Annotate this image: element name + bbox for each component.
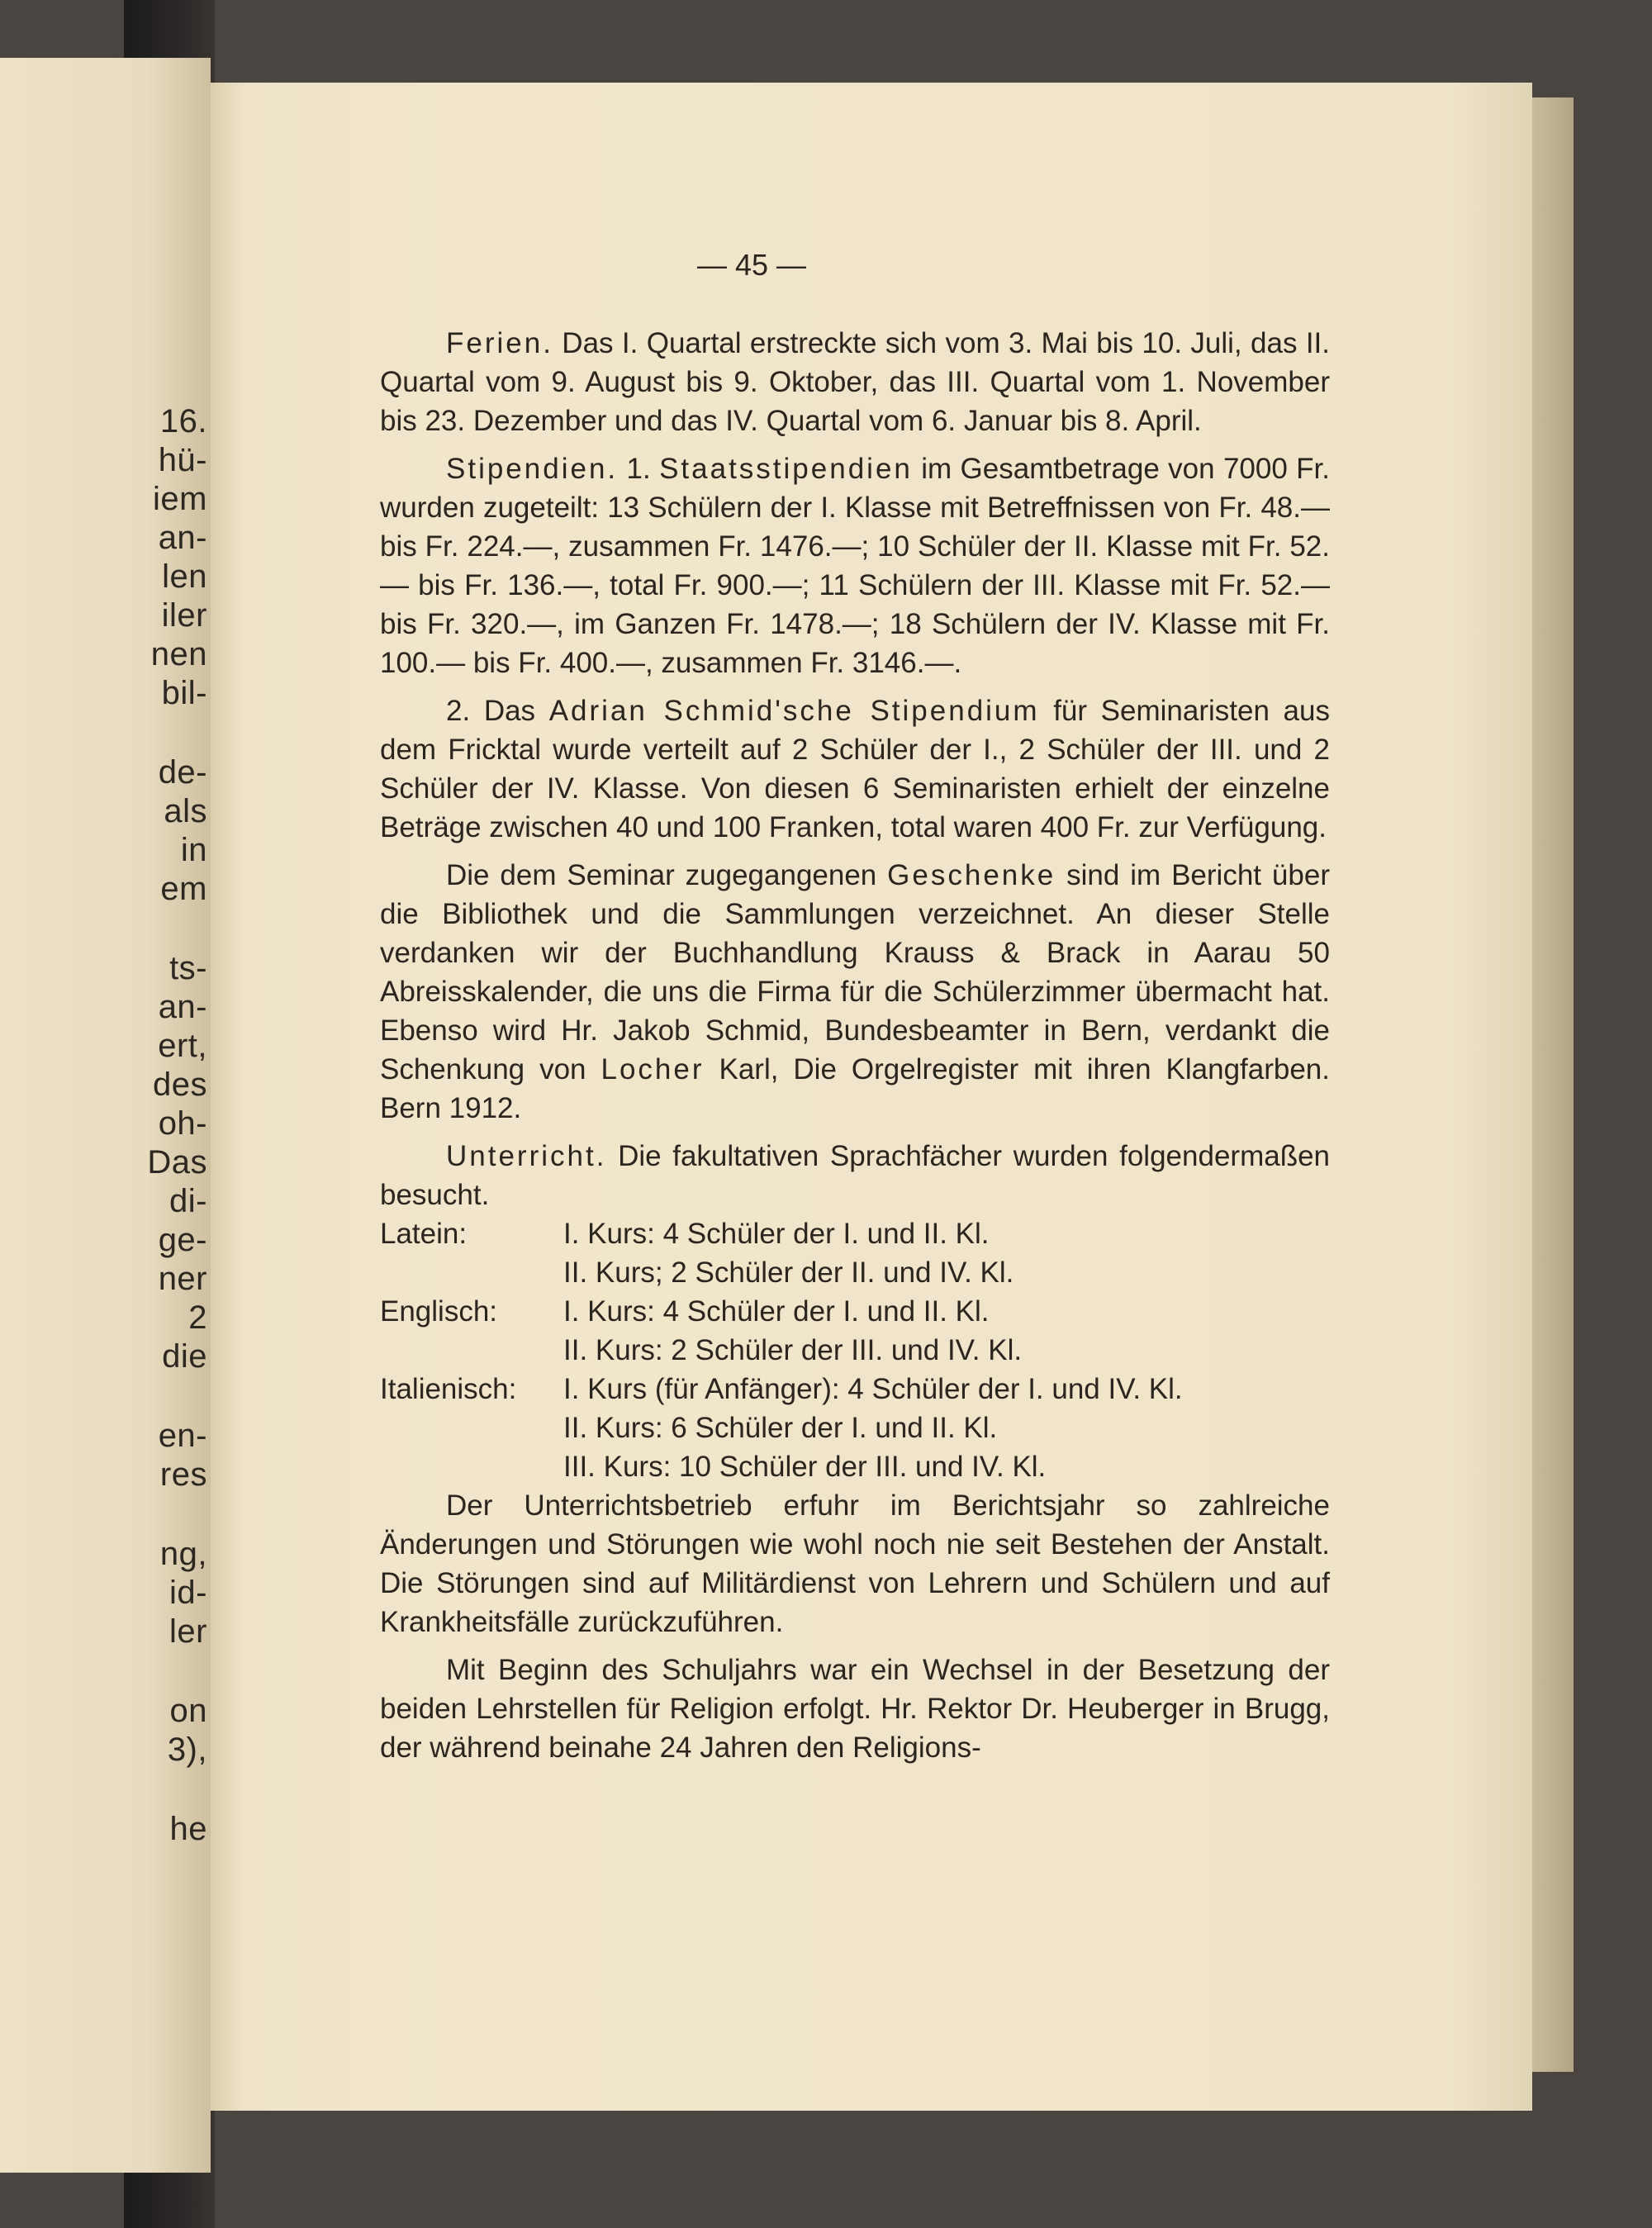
- course-detail: II. Kurs: 6 Schüler der I. und II. Kl.: [563, 1412, 998, 1444]
- course-language: Englisch:: [380, 1295, 498, 1328]
- left-fragment: iler: [161, 597, 207, 634]
- author-name: Locher: [601, 1053, 705, 1085]
- course-language: [380, 1253, 563, 1292]
- paragraph-text: für Seminaristen aus dem Fricktal wurde verteilt auf 2 Schüler der I., 2 Schüler der III. und 2 Schüler der IV. Klasse. Von diesen 6 Seminaristen erhielt der einzelne Beträge zwischen 40 und 100 Franken, total waren 400 Fr. zur Verfügung.: [380, 695, 1330, 843]
- left-fragment: 16.: [159, 403, 207, 439]
- course-language: [380, 1409, 563, 1447]
- left-fragment: an-: [158, 520, 207, 556]
- left-fragment: des: [153, 1066, 207, 1103]
- paragraph-text: Karl, Die Orgelregister mit ihren Klangfarben. Bern 1912.: [380, 1053, 1330, 1124]
- paragraph-ferien: [380, 324, 1330, 440]
- left-fragment: iem: [153, 481, 207, 517]
- left-fragment: ler: [169, 1613, 207, 1650]
- course-row: [380, 1292, 1330, 1331]
- paragraph-number: 1.: [618, 453, 660, 485]
- left-fragment: oh-: [158, 1105, 207, 1142]
- paragraph-unterricht: [380, 1137, 1330, 1214]
- left-fragment: ts-: [169, 950, 207, 986]
- course-detail: I. Kurs: 4 Schüler der I. und II. Kl.: [563, 1218, 990, 1250]
- paragraph-text: Das I. Quartal erstreckte sich vom 3. Mai bis 10. Juli, das II. Quartal vom 9. August bis 9. Oktober, das III. Quartal vom 1. November bis 23. Dezember und das IV. Quartal vom 6. Januar bis 8. April.: [380, 327, 1330, 437]
- course-language: Italienisch:: [380, 1373, 517, 1405]
- paragraph-prefix: Die dem Seminar zugegangenen: [446, 859, 888, 891]
- course-row: [380, 1447, 1330, 1486]
- left-fragment: an-: [158, 989, 207, 1025]
- left-fragment: die: [162, 1338, 207, 1375]
- left-fragment: res: [159, 1456, 207, 1493]
- left-fragment: em: [160, 871, 207, 907]
- left-fragment: bil-: [161, 675, 207, 711]
- left-fragment: ng,: [159, 1536, 207, 1572]
- paragraph-prefix: 2. Das: [446, 695, 549, 727]
- course-row: [380, 1409, 1330, 1447]
- course-row: [380, 1214, 1330, 1253]
- left-fragment: 2: [188, 1299, 207, 1336]
- course-detail: II. Kurs: 2 Schüler der III. und IV. Kl.: [563, 1334, 1023, 1366]
- left-fragment: id-: [169, 1575, 207, 1611]
- paragraph-text: Der Unterrichtsbetrieb erfuhr im Berichtsjahr so zahlreiche Änderungen und Störungen wie wohl noch nie seit Bestehen der Anstalt. Die Störungen sind auf Militärdienst von Lehrern und Schülern und auf Krankheitsfälle zurückzuführen.: [380, 1489, 1330, 1638]
- paragraph-stipendien-1: [380, 449, 1330, 682]
- left-fragment: in: [180, 832, 207, 868]
- text-block: [380, 324, 1330, 1767]
- left-fragment: ner: [158, 1261, 207, 1297]
- paragraph-betrieb: [380, 1486, 1330, 1641]
- left-fragment: 3),: [167, 1732, 207, 1768]
- paragraph-text: Die fakultativen Sprachfächer wurden folgendermaßen besucht.: [380, 1140, 1330, 1211]
- course-detail: I. Kurs (für Anfänger): 4 Schüler der I. und IV. Kl.: [563, 1373, 1183, 1405]
- course-detail: II. Kurs; 2 Schüler der II. und IV. Kl.: [563, 1257, 1014, 1289]
- paragraph-text: sind im Bericht über die Bibliothek und die Sammlungen verzeichnet. An dieser Stelle verdanken wir der Buchhandlung Krauss & Brack in Aarau 50 Abreisskalender, die uns die Firma für die Schülerzimmer übermacht hat. Ebenso wird Hr. Jakob Schmid, Bundesbeamter in Bern, verdankt die Schenkung von: [380, 859, 1330, 1085]
- course-row: [380, 1253, 1330, 1292]
- paragraph-religion: [380, 1651, 1330, 1767]
- course-detail: I. Kurs: 4 Schüler der I. und II. Kl.: [563, 1295, 990, 1328]
- paragraph-text: im Gesamtbetrage von 7000 Fr. wurden zugeteilt: 13 Schülern der I. Klasse mit Betreffnissen von Fr. 48.— bis Fr. 224.—, zusammen Fr. 1476.—; 10 Schüler der II. Klasse mit Fr. 52.— bis Fr. 136.—, total Fr. 900.—; 11 Schülern der III. Klasse mit Fr. 52.— bis Fr. 320.—, im Ganzen Fr. 1478.—; 18 Schülern der IV. Klasse mit Fr. 100.— bis Fr. 400.—, zusammen Fr. 3146.—.: [380, 453, 1331, 679]
- paragraph-geschenke: [380, 856, 1330, 1128]
- left-fragment: en-: [158, 1418, 207, 1454]
- course-row: [380, 1331, 1330, 1370]
- left-fragment: di-: [169, 1183, 207, 1219]
- paragraph-text: Mit Beginn des Schuljahrs war ein Wechsel in der Besetzung der beiden Lehrstellen für Religion erfolgt. Hr. Rektor Dr. Heuberger in Brugg, der während beinahe 24 Jahren den Religions-: [380, 1654, 1330, 1764]
- course-language: [380, 1331, 563, 1370]
- left-fragment: de-: [158, 754, 207, 791]
- course-detail: III. Kurs: 10 Schüler der III. und IV. Kl.: [563, 1451, 1047, 1483]
- left-fragment: on: [169, 1693, 207, 1729]
- course-language: Latein:: [380, 1218, 468, 1250]
- heading-ferien: Ferien.: [446, 327, 553, 359]
- course-row: [380, 1370, 1330, 1409]
- heading-staatsstipendien: Staatsstipendien: [659, 453, 913, 485]
- left-page: [0, 58, 211, 2173]
- heading-unterricht: Unterricht.: [446, 1140, 607, 1172]
- left-fragment: len: [162, 558, 207, 595]
- left-fragment: als: [164, 793, 207, 829]
- course-language: [380, 1447, 563, 1486]
- left-fragment: Das: [147, 1144, 207, 1181]
- left-fragment: ge-: [158, 1222, 207, 1258]
- page-number: — 45 —: [696, 248, 807, 282]
- heading-geschenke: Geschenke: [887, 859, 1056, 891]
- paragraph-stipendien-2: [380, 691, 1330, 847]
- left-fragment: hü-: [158, 442, 207, 478]
- left-fragment: nen: [150, 636, 207, 672]
- left-fragment: he: [169, 1811, 207, 1847]
- left-fragment: ert,: [158, 1028, 207, 1064]
- heading-adrian-schmid: Adrian Schmid'sche Stipendium: [548, 695, 1040, 727]
- course-table: [380, 1214, 1330, 1486]
- heading-stipendien: Stipendien.: [446, 453, 619, 485]
